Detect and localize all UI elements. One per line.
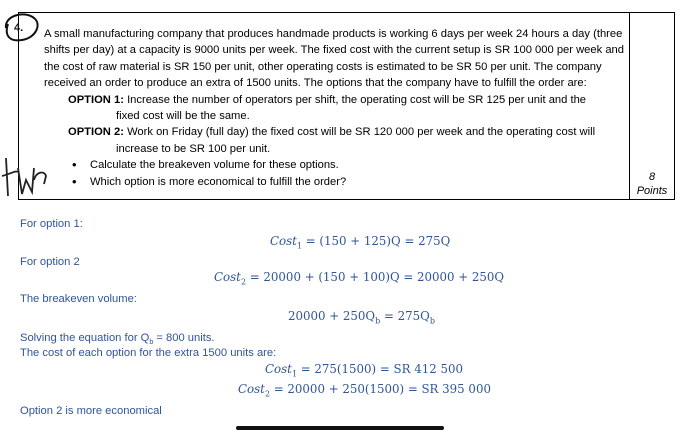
equation-cost-1: [270, 234, 450, 250]
scroll-indicator-bar: [236, 426, 444, 430]
equation-rhs: = 275Q: [380, 309, 430, 323]
points-label: Points: [636, 185, 668, 197]
conclusion: Option 2 is more economical: [20, 405, 162, 417]
equation-subscript: 2: [264, 389, 271, 399]
equation-total-cost-2: [238, 382, 491, 398]
equation-cost-word: Cost: [238, 382, 265, 396]
option-1-label: OPTION 1:: [68, 93, 124, 106]
equation-cost-word: Cost: [270, 234, 297, 248]
option-2-heading: For option 2: [20, 256, 80, 268]
solving-result: = 800 units.: [153, 332, 215, 344]
solving-line: [20, 332, 215, 346]
equation-cost-word: Cost: [214, 270, 241, 284]
solving-subscript: b: [149, 339, 154, 347]
question-intro: A small manufacturing company that produces handmade products is working 6 days per week 24 hours a day (three shifts per day) at a capacity is 9000 units per week. The fixed cost with the current setup is SR 100 000 per week and the cost of raw material is SR 150 per unit, other operating costs is estimated to be SR 50 per unit. The company received an order to produce an extra of 1500 units. The options that the company have to fulfill the order are:: [44, 28, 624, 90]
equation-breakeven: [288, 309, 435, 325]
equation-cost-word: Cost: [265, 362, 292, 376]
equation-subscript: b: [429, 316, 435, 326]
solving-text: Solving the equation for Q: [20, 332, 150, 344]
equation-subscript: 1: [296, 241, 303, 251]
task-item: • Calculate the breakeven volume for these options.: [44, 157, 624, 173]
option-1-line2: fixed cost will be the same.: [116, 110, 250, 123]
equation-subscript: b: [375, 316, 381, 326]
breakeven-heading: The breakeven volume:: [20, 293, 137, 305]
points-box: [629, 12, 675, 200]
cost-extra-line: The cost of each option for the extra 1500 units are:: [20, 347, 277, 359]
task-item: • Which option is more economical to fulfill the order?: [44, 174, 624, 190]
equation-subscript: 1: [291, 369, 298, 379]
equation-cost-2: [214, 270, 504, 286]
equation-rhs: = 20000 + (150 + 100)Q = 20000 + 250Q: [246, 270, 505, 284]
equation-total-cost-1: [265, 362, 463, 378]
equation-lhs: 20000 + 250Q: [288, 309, 376, 323]
task-list: [44, 157, 624, 190]
points-value: 8: [648, 171, 656, 183]
equation-subscript: 2: [240, 277, 247, 287]
option-2: [68, 124, 624, 157]
option-1: [68, 92, 624, 125]
svg-text:4.: 4.: [14, 22, 24, 34]
question-text: [44, 26, 624, 190]
circled-question-number-icon: [0, 8, 46, 46]
option-2-line2: increase to be SR 100 per unit.: [116, 142, 271, 155]
option-2-label: OPTION 2:: [68, 126, 124, 139]
option-2-line1: Work on Friday (full day) the fixed cost will be SR 120 000 per week and the operating cost will: [127, 126, 596, 139]
equation-rhs: = 275(1500) = SR 412 500: [297, 362, 464, 376]
option-1-line1: Increase the number of operators per shift, the operating cost will be SR 125 per unit and the: [127, 93, 587, 106]
equation-rhs: = 20000 + 250(1500) = SR 395 000: [270, 382, 491, 396]
option-1-heading: For option 1:: [20, 218, 83, 230]
equation-rhs: = (150 + 125)Q = 275Q: [302, 234, 451, 248]
